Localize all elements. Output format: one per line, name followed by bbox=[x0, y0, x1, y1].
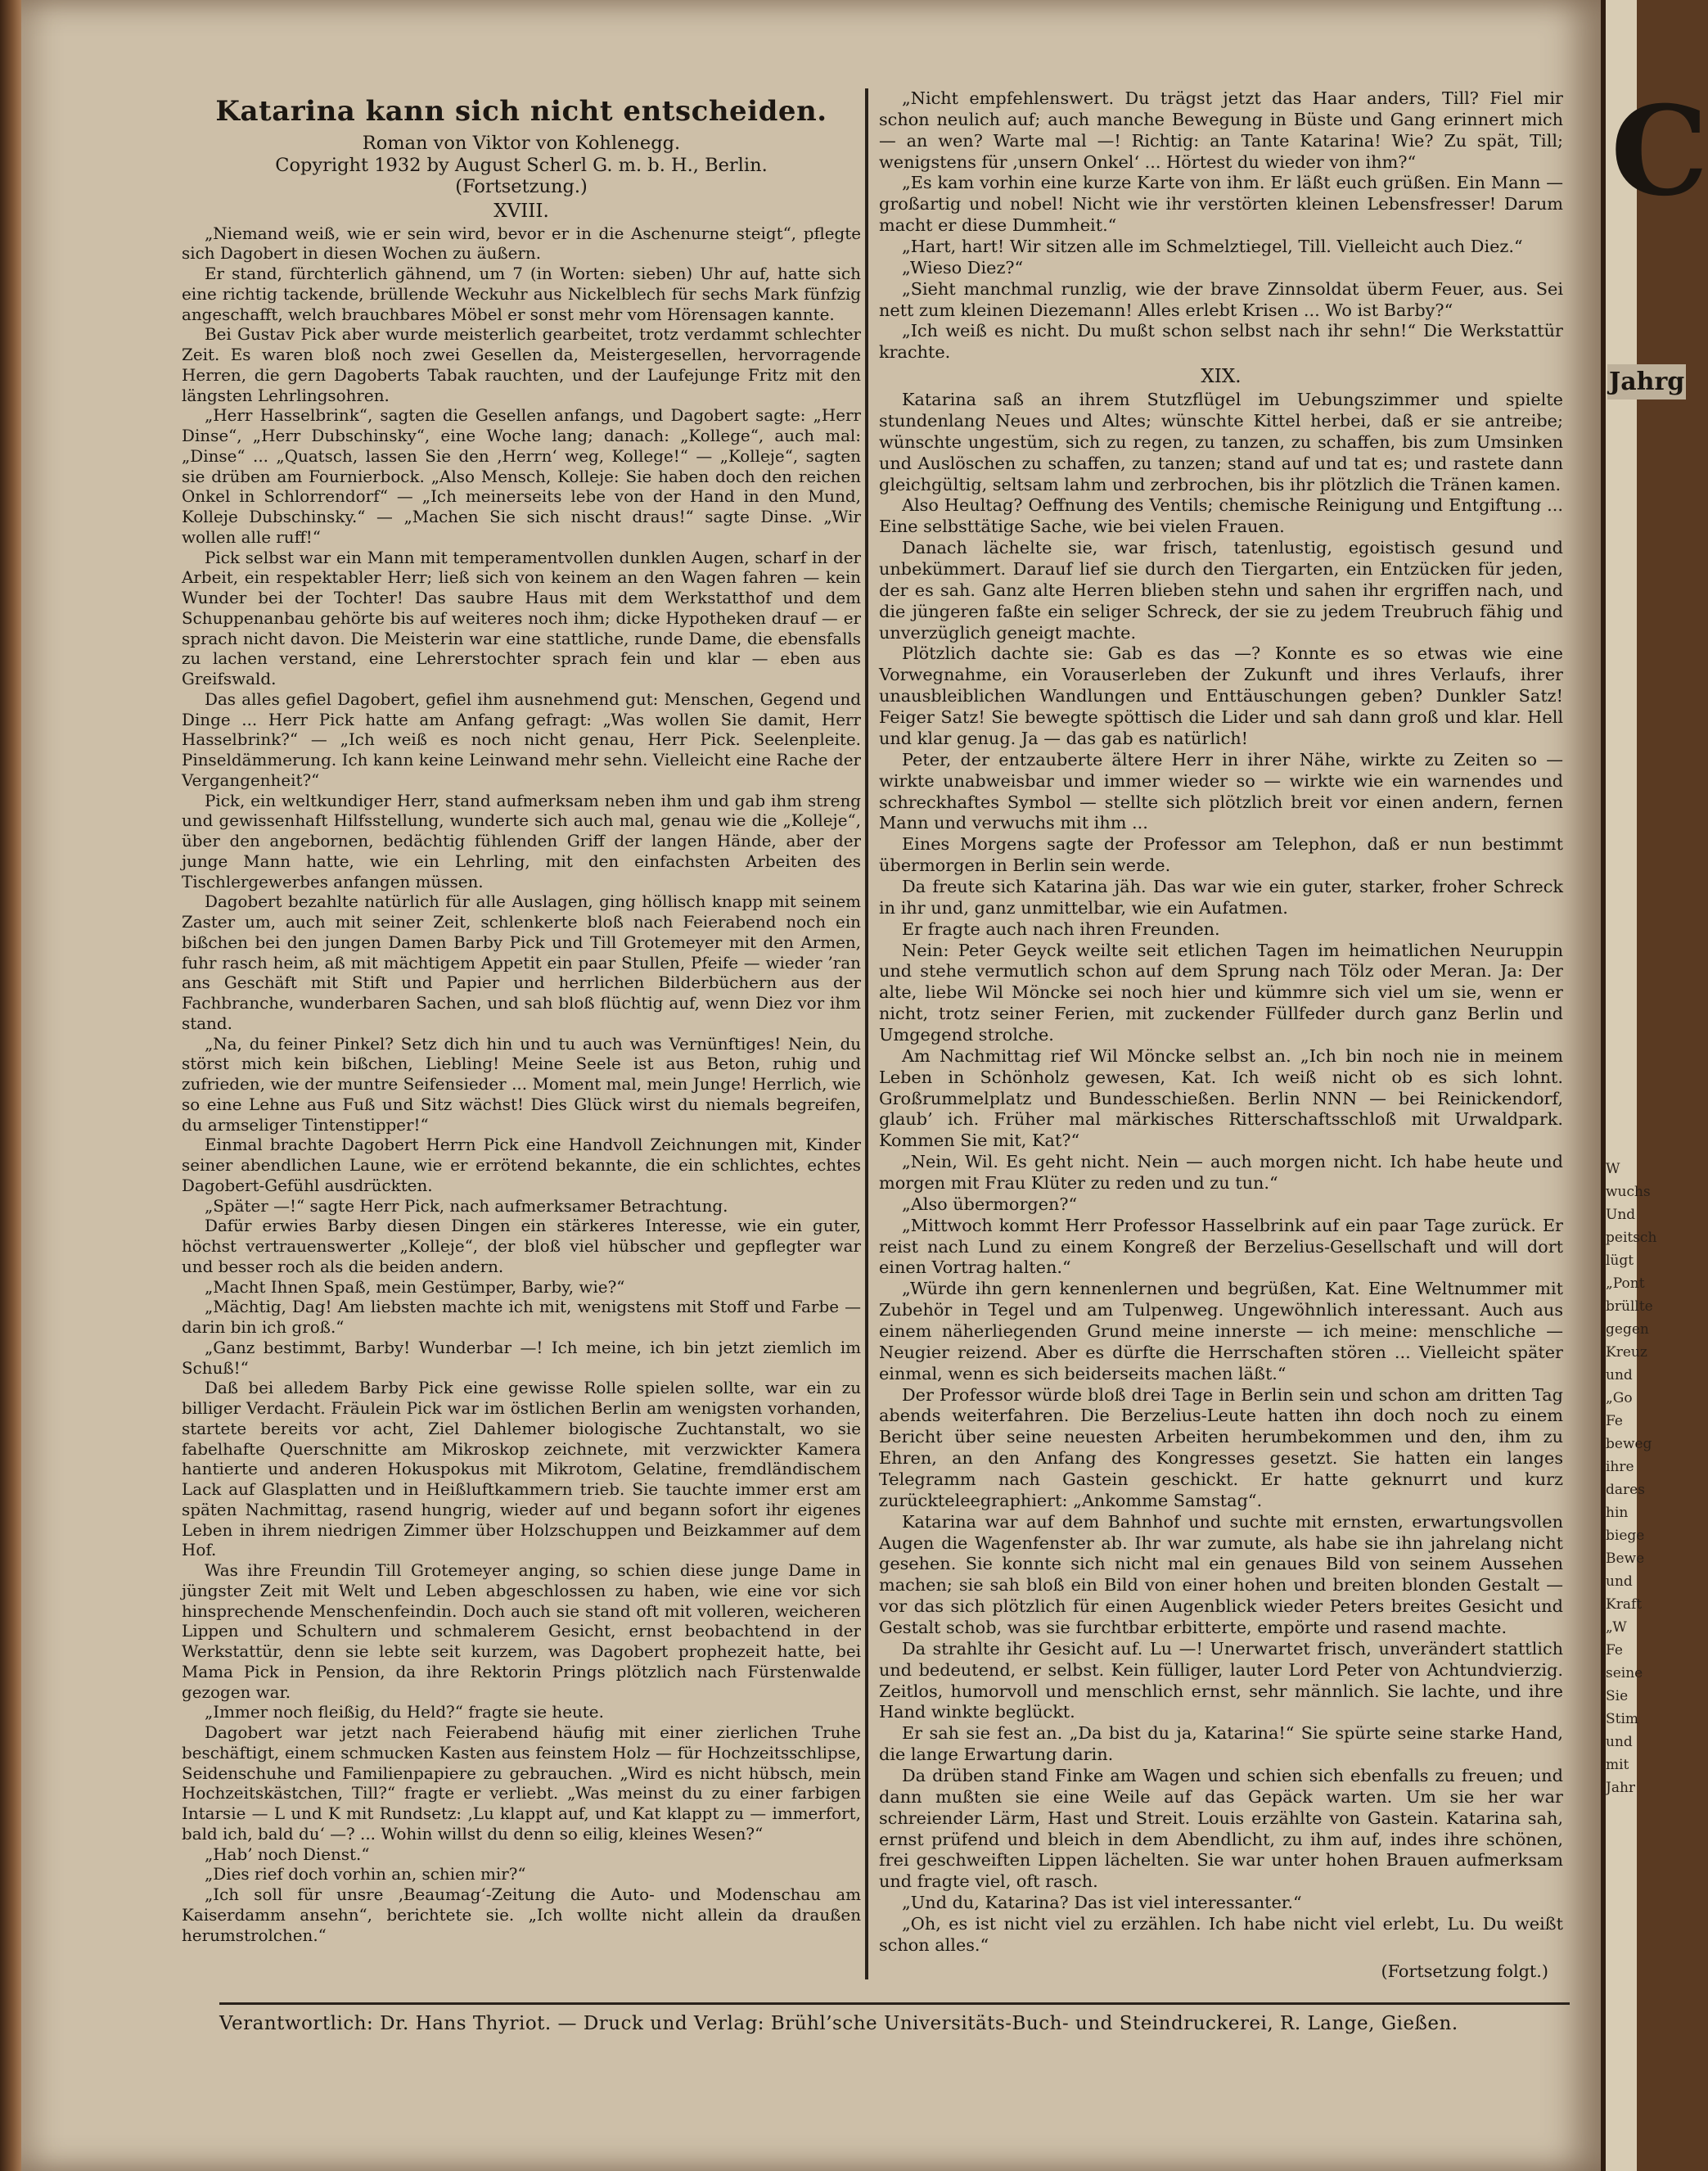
paragraph: „Sieht manchmal runzlig, wie der brave Zinnsoldat überm Feuer, aus. Sei nett zum kleinen Diezemann! Alles erlebt Krisen ... Wo ist Barby?“ bbox=[879, 278, 1563, 320]
paragraph: Danach lächelte sie, war frisch, tatenlustig, egoistisch gesund und unbekümmert. Darauf lief sie durch den Tiergarten, ein Entzücken für jeden, der es sah. Ganz alte Herren blieben stehn und sahen ihr ergriffen nach, und die jüngeren faßte ein seliger Schreck, der sie zu jedem Treubruch fähig und unverzüglich geneigt machte. bbox=[879, 538, 1563, 643]
to-be-continued: (Fortsetzung folgt.) bbox=[1381, 1961, 1548, 1981]
paragraph: „Nein, Wil. Es geht nicht. Nein — auch morgen nicht. Ich habe heute und morgen mit Frau Klüter zu reden und zu tun.“ bbox=[879, 1152, 1563, 1193]
paragraph: „Na, du feiner Pinkel? Setz dich hin und tu auch was Vernünftiges! Nein, du störst mich kein bißchen, Liebling! Meine Seele ist aus Beton, ruhig und zufrieden, wie der muntre Seifensieder ... Moment mal, mein Junge! Herrlich, wie so eine Lehne aus Fuß und Sitz wächst! Dies Glück wirst du niemals begreifen, du armseliger Tintenstipper!“ bbox=[182, 1034, 861, 1135]
paragraph: „Also übermorgen?“ bbox=[902, 1194, 1078, 1214]
adjacent-page-masthead-letter: C bbox=[1611, 79, 1708, 223]
adjacent-page-fragment: brüllte bbox=[1606, 1298, 1653, 1315]
paragraph: „Ich weiß es nicht. Du mußt schon selbst nach ihr sehn!“ Die Werkstattür krachte. bbox=[879, 321, 1563, 363]
paragraph: Was ihre Freundin Till Grotemeyer anging, so schien diese junge Dame in jüngster Zeit mit Welt und Leben abgeschlossen zu haben, wie eine vor sich hinsprechende Menschenfeindin. Doch auch sie stand oft mit volleren, weicheren Lippen und Schultern und schmalerem Gesicht, ernst beobachtend in der Werkstattür, denn sie lebte seit kurzem, was Dagobert prophezeit hatte, bei Mama Pick in Pension, da ihre Rektorin Prings plötzlich nach Fürstenwalde gezogen war. bbox=[182, 1561, 861, 1702]
adjacent-page-fragment: gegen bbox=[1606, 1321, 1649, 1338]
adjacent-page-fragment: mit bbox=[1606, 1757, 1629, 1773]
adjacent-page-fragment: und bbox=[1606, 1734, 1633, 1750]
paragraph: Er stand, fürchterlich gähnend, um 7 (in Worten: sieben) Uhr auf, hatte sich eine richtig tackende, brüllende Weckuhr aus Nickelblech für sechs Mark fünfzig angeschafft, welch brauchbares Möbel er sonst mehr vom Hörensagen kannte. bbox=[182, 264, 861, 324]
paragraph: Katarina war auf dem Bahnhof und suchte mit ernsten, erwartungsvollen Augen die Wagenfenster ab. Ihr war zumute, als habe sie ihn jahrelang nicht gesehen. Sie konnte sich nicht mal ein genaues Bild von seinem Aussehen machen; sie sah bloß ein Bild von einer hohen und breiten blonden Gestalt — vor das sich plötzlich für einen Augenblick wieder Peters breites Gesicht und Gestalt schob, was sie furchtbar erbitterte, empörte und rasend machte. bbox=[879, 1511, 1563, 1638]
paragraph: Nein: Peter Geyck weilte seit etlichen Tagen im heimatlichen Neuruppin und stehe vermutlich schon auf dem Sprung nach Tölz oder Meran. Ja: Der alte, liebe Wil Möncke sei noch hier und kümmre sich viel um sie, wenn er nicht, trotz seiner Ferien, mit zuckender Füllfeder durch ganz Berlin und Umgegend strolche. bbox=[879, 940, 1563, 1045]
adjacent-page-fragment: lügt bbox=[1606, 1252, 1634, 1269]
chapter-heading: XVIII. bbox=[493, 200, 549, 222]
right-paragraphs-chapter-19 bbox=[879, 390, 1563, 1957]
paragraph: „Ich soll für unsre ‚Beaumag‘-Zeitung die Auto- und Modenschau am Kaiserdamm ansehn“, berichtete sie. „Ich wollte nicht allein da draußen herumstrolchen.“ bbox=[182, 1885, 861, 1945]
adjacent-page-fragment: wuchs bbox=[1606, 1184, 1651, 1200]
adjacent-page-fragment: und bbox=[1606, 1367, 1633, 1383]
adjacent-page-fragment: seine bbox=[1606, 1665, 1643, 1681]
adjacent-page-fragment: Kraft bbox=[1606, 1596, 1643, 1613]
adjacent-page-fragment: peitsch bbox=[1606, 1230, 1657, 1246]
paragraph: „Herr Hasselbrink“, sagten die Gesellen anfangs, und Dagobert sagte: „Herr Dinse“, „Herr Dubschinsky“, eine Woche lang; danach: „Kollege“, auch mal: „Dinse“ ... „Quatsch, lassen Sie den ‚Herrn‘ weg, Kollege!“ — „Kolleje“, sagten sie drüben am Fournierbock. „Also Mensch, Kolleje: Sie haben doch den reichen Onkel in Schlorrendorf“ — „Ich meinerseits lebe von der Hand in den Mund, Kolleje Dubschinsky.“ — „Machen Sie sich nischt draus!“ sagte Dinse. „Wir wollen alle ruff!“ bbox=[182, 406, 861, 547]
paragraph: „Dies rief doch vorhin an, schien mir?“ bbox=[205, 1865, 526, 1884]
paragraph: „Niemand weiß, wie er sein wird, bevor er in die Aschenurne steigt“, pflegte sich Dagobert in diesen Wochen zu äußern. bbox=[182, 223, 861, 264]
paragraph: Peter, der entzauberte ältere Herr in ihrer Nähe, wirkte zu Zeiten so — wirkte unabweisbar und immer wieder so — wirkte wie ein warnendes und schreckhaftes Symbol — stellte sich plötzlich breit vor einen andern, fernen Mann und verwuchs mit ihm ... bbox=[879, 749, 1563, 833]
paragraph: Bei Gustav Pick aber wurde meisterlich gearbeitet, trotz verdammt schlechter Zeit. Es waren bloß noch zwei Gesellen da, Meistergesellen, hervorragende Herren, die gern Dagoberts Tabak rauchten, und der Laufejunge Fritz mit den längsten Lehrlingsohren. bbox=[182, 325, 861, 405]
paragraph: Katarina saß an ihrem Stutzflügel im Uebungszimmer und spielte stundenlang Neues und Altes; wünschte Kittel herbei, daß er sie antreibe; wünschte ungestüm, sich zu regen, zu tanzen, zu schaffen, bis zum Umsinken und Auslöschen zu schaffen, zu tanzen; stand auf und tat es; und rastete dann gleichgültig, seltsam lahm und zerbrochen, bis ihr plötzlich die Tränen kamen. bbox=[879, 390, 1563, 494]
paragraph: „Immer noch fleißig, du Held?“ fragte sie heute. bbox=[205, 1703, 604, 1722]
paragraph: „Oh, es ist nicht viel zu erzählen. Ich habe nicht viel erlebt, Lu. Du weißt schon alles.“ bbox=[879, 1914, 1563, 1955]
paragraph: „Wieso Diez?“ bbox=[902, 257, 1024, 278]
chapter-heading-2: XIX. bbox=[1201, 366, 1242, 388]
paragraph: Daß bei alledem Barby Pick eine gewisse Rolle spielen sollte, war ein zu billiger Verdacht. Fräulein Pick war im östlichen Berlin am wenigsten vorhanden, startete bereits vor acht, Ziel Dahlemer biologische Zuchtanstalt, wo sie fabelhafte Querschnitte am Mikroskop zeichnete, mit verzwickter Kamera hantierte und anderen Hokuspokus mit Mikrotom, Gelatine, fremdländischem Lack auf Glasplatten und in Heißluftkammern trieb. Sie tauchte immer erst am späten Nachmittag, rasend hungrig, wieder auf und begann sofort ihr eigenes Leben in ihrem niedrigen Zimmer über Holzschuppen und Beizkammer auf dem Hof. bbox=[182, 1379, 861, 1560]
adjacent-page-fragment: W bbox=[1606, 1161, 1620, 1177]
right-column bbox=[879, 88, 1563, 1983]
paragraph: „Hab’ noch Dienst.“ bbox=[205, 1844, 370, 1864]
adjacent-page-fragment: Bewe bbox=[1606, 1550, 1645, 1567]
column-rule bbox=[865, 88, 868, 1979]
adjacent-page-fragment: Fe bbox=[1606, 1642, 1623, 1659]
paragraph: „Mittwoch kommt Herr Professor Hasselbrink auf ein paar Tage zurück. Er reist nach Lund zu einem Kongreß der Berzelius-Gesellschaft und will dort einen Vortrag halten.“ bbox=[879, 1215, 1563, 1278]
paragraph: Einmal brachte Dagobert Herrn Pick eine Handvoll Zeichnungen mit, Kinder seiner abendlichen Laune, wie er errötend bekannte, die ein schlichtes, echtes Dagobert-Gefühl ausdrückten. bbox=[182, 1135, 861, 1195]
adjacent-page-fragment: „W bbox=[1606, 1619, 1627, 1636]
paragraph: „Später —!“ sagte Herr Pick, nach aufmerksamer Betrachtung. bbox=[205, 1196, 728, 1216]
left-column bbox=[182, 88, 861, 1946]
paragraph: Da freute sich Katarina jäh. Das war wie ein guter, starker, froher Schreck in ihr und, ganz unmittelbar, wie ein Aufatmen. bbox=[879, 876, 1563, 918]
adjacent-page-fragment: Sie bbox=[1606, 1688, 1629, 1704]
paragraph: „Mächtig, Dag! Am liebsten machte ich mit, wenigstens mit Stoff und Farbe — darin bin ich groß.“ bbox=[182, 1298, 861, 1337]
paragraph: „Macht Ihnen Spaß, mein Gestümper, Barby, wie?“ bbox=[205, 1277, 625, 1297]
paragraph: Pick, ein weltkundiger Herr, stand aufmerksam neben ihm und gab ihm streng und gewissenhaft Hilfsstellung, wunderte sich auch mal, genau wie die „Kolleje“, über den angebornen, bedächtig fühlenden Griff der langen Hände, aber der junge Mann hatte, wie ein Lehrling, mit den einfachsten Arbeiten des Tischlergewerbes anfangen müssen. bbox=[182, 791, 861, 891]
paragraph: Er sah sie fest an. „Da bist du ja, Katarina!“ Sie spürte seine starke Hand, die lange Erwartung darin. bbox=[879, 1723, 1563, 1765]
article-copyright: Copyright 1932 by August Scherl G. m. b. H., Berlin. bbox=[275, 154, 768, 176]
adjacent-page-fragment: Kreuz bbox=[1606, 1344, 1647, 1361]
adjacent-page-fragment: ihre bbox=[1606, 1459, 1634, 1475]
paragraph: Dafür erwies Barby diesen Dingen ein stärkeres Interesse, wie ein guter, höchst vertrauenswerter „Kolleje“, der bloß viel hübscher und gepflegter war und besser roch als die beiden andern. bbox=[182, 1216, 861, 1276]
adjacent-page-fragment: Und bbox=[1606, 1207, 1636, 1223]
adjacent-page-fragment: Jahr bbox=[1606, 1780, 1636, 1796]
adjacent-page-fragment: hin bbox=[1606, 1505, 1629, 1521]
adjacent-page-fragment: „Go bbox=[1606, 1390, 1633, 1406]
paragraph: „Ganz bestimmt, Barby! Wunderbar —! Ich meine, ich bin jetzt ziemlich im Schuß!“ bbox=[182, 1338, 861, 1378]
paragraph: Am Nachmittag rief Wil Möncke selbst an. „Ich bin noch nie in meinem Leben in Schönholz gewesen, Kat. Ich weiß nicht ob es sich lohnt. Großrummelplatz und Bundesschießen. Berlin NNN — bei Reinickendorf, glaub’ ich. Früher mal märkisches Ritterschaftsschloß mit Urwaldpark. Kommen Sie mit, Kat?“ bbox=[879, 1045, 1563, 1151]
adjacent-page-fragment: und bbox=[1606, 1573, 1633, 1590]
left-paragraphs bbox=[182, 224, 861, 1947]
paragraph: Dagobert bezahlte natürlich für alle Auslagen, ging höllisch knapp mit seinem Zaster um, auch mit seiner Zeit, schlenkerte bloß nach Feierabend noch ein bißchen bei den jungen Damen Barby Pick und Till Grotemeyer mit den Armen, fuhr rasch heim, aß mit mächtigem Appetit ein paar Stullen, Pfeife — wieder ’ran ans Geschäft mit Stift und Papier und herrlichen Bilderbüchern aus der Fachbranche, wunderbaren Sachen, und sah bloß flüchtig auf, wenn Diez vor ihm stand. bbox=[182, 892, 861, 1033]
paragraph: Also Heultag? Oeffnung des Ventils; chemische Reinigung und Entgiftung ... Eine selbsttätige Sache, wie bei vielen Frauen. bbox=[879, 495, 1563, 537]
adjacent-page-fragment: biege bbox=[1606, 1528, 1645, 1544]
adjacent-page-fragment: „Pont bbox=[1606, 1275, 1645, 1292]
paragraph: Da drüben stand Finke am Wagen und schien sich ebenfalls zu freuen; und dann mußten sie eine Weile auf das Gepäck warten. Um sie her war schreiender Lärm, Hast und Streit. Louis erzählte von Gastein. Katarina sah, ernst prüfend und bleich in dem Abendlicht, zu ihm auf, indes ihre schönen, frei geschweiften Lippen lächelten. Sie war unter hohen Brauen aufmerksam und fragte viel, oft rasch. bbox=[879, 1766, 1563, 1892]
adjacent-page-fragment: beweg bbox=[1606, 1436, 1652, 1452]
adjacent-page-fragment: Stim bbox=[1606, 1711, 1639, 1727]
paragraph: Das alles gefiel Dagobert, gefiel ihm ausnehmend gut: Menschen, Gegend und Dinge ... Herr Pick hatte am Anfang gefragt: „Was wollen Sie damit, Herr Hasselbrink?“ — „Ich weiß es noch nicht genau, Herr Pick. Seelenpleite. Pinseldämmerung. Ich kann keine Leinwand mehr sehn. Vielleicht eine Rache der Vergangenheit?“ bbox=[182, 689, 861, 790]
adjacent-page-header: Jahrg bbox=[1607, 364, 1686, 399]
paragraph: Er fragte auch nach ihren Freunden. bbox=[902, 918, 1220, 939]
paragraph: „Hart, hart! Wir sitzen alle im Schmelztiegel, Till. Vielleicht auch Diez.“ bbox=[902, 237, 1523, 257]
article-title: Katarina kann sich nicht entscheiden. bbox=[215, 95, 827, 128]
paragraph: Pick selbst war ein Mann mit temperamentvollen dunklen Augen, scharf in der Arbeit, ein respektabler Herr; ließ sich von keinem an den Wagen fahren — kein Wunder bei der Tochter! Das saubre Haus mit dem Werkstatthof und dem Schuppenanbau gehörte bis auf weiteres noch ihm; dicke Hypotheken drauf — er sprach nicht davon. Die Meisterin war eine stattliche, runde Dame, die ebensfalls zu lachen verstand, eine Lehrerstochter sprach fein und klar — eben aus Greifswald. bbox=[182, 548, 861, 688]
paragraph: Der Professor würde bloß drei Tage in Berlin sein und schon am dritten Tag abends weiterfahren. Die Berzelius-Leute hatten ihn doch noch zu einem Bericht über seine neuesten Arbeiten herumbekommen und den, ihm zu Ehren, an den Anfang des Kongresses gesetzt. Sie hatten ein langes Telegramm nach Gastein geschickt. Er hatte geknurrt und kurz zurückteleegraphiert: „Ankomme Samstag“. bbox=[879, 1384, 1563, 1510]
book-spine bbox=[0, 0, 21, 2171]
paragraph: „Und du, Katarina? Das ist viel interessanter.“ bbox=[902, 1893, 1302, 1913]
paragraph: „Nicht empfehlenswert. Du trägst jetzt das Haar anders, Till? Fiel mir schon neulich auf; auch manche Bewegung in Büste und Gang erinnert mich — an wen? Warte mal —! Richtig: an Tante Katarina! Wie? Zu spät, Till; wenigstens für ‚unsern Onkel‘ ... Hörtest du wieder von ihm?“ bbox=[879, 88, 1563, 172]
adjacent-page-edge bbox=[1601, 0, 1708, 2171]
article-byline: Roman von Viktor von Kohlenegg. bbox=[362, 133, 681, 154]
adjacent-page-fragment: Fe bbox=[1606, 1413, 1623, 1429]
article-continuation-note: (Fortsetzung.) bbox=[455, 176, 588, 197]
paragraph: Dagobert war jetzt nach Feierabend häufig mit einer zierlichen Truhe beschäftigt, einem schmucken Kasten aus feinstem Holz — für Hochzeitsschlipse, Seidenschuhe und Familienpapiere zu gebrauchen. „Wird es nicht hübsch, mein Hochzeitskästchen, Till?“ fragte er verliebt. „Was meinst du zu einer farbigen Intarsie — L und K mit Rundsetz: ‚Lu klappt auf, und Kat klappt zu — immerfort, bald ich, bald du‘ —? ... Wohin willst du denn so eilig, kleines Wesen?“ bbox=[182, 1723, 861, 1844]
right-paragraphs-chapter-18 bbox=[879, 88, 1563, 363]
imprint-footer: Verantwortlich: Dr. Hans Thyriot. — Druck und Verlag: Brühl’sche Universitäts-Buch- und Steindruckerei, R. Lange, Gießen. bbox=[219, 2002, 1570, 2034]
paragraph: „Würde ihn gern kennenlernen und begrüßen, Kat. Eine Weltnummer mit Zubehör in Tegel und am Tulpenweg. Ungewöhnlich interessant. Auch aus einem näherliegenden Grund meine innerste — ich meine: menschliche — Neugier reizend. Aber es dürfte die Herrschaften stören ... Vielleicht später einmal, wenn es sich beiderseits machen läßt.“ bbox=[879, 1279, 1563, 1383]
adjacent-page-fragment: dares bbox=[1606, 1482, 1645, 1498]
paragraph: Da strahlte ihr Gesicht auf. Lu —! Unerwartet frisch, unverändert stattlich und bedeutend, er selbst. Kein fülliger, lauter Lord Peter von Achtundvierzig. Zeitlos, humorvoll und menschlich ernst, sehr männlich. Sie lachte, und ihre Hand winkte beglückt. bbox=[879, 1638, 1563, 1722]
paragraph: Eines Morgens sagte der Professor am Telephon, daß er nun bestimmt übermorgen in Berlin sein werde. bbox=[879, 834, 1563, 876]
paragraph: Plötzlich dachte sie: Gab es das —? Konnte es so etwas wie eine Vorwegnahme, ein Vorauserleben der Zukunft und ihres Verlaufs, ihrer unausbleiblichen Wandlungen und Enttäuschungen geben? Dunkler Satz! Feiger Satz! Sie bewegte spöttisch die Lider und sah dann groß und klar. Hell und klar genug. Ja — das gab es natürlich! bbox=[879, 643, 1563, 748]
paragraph: „Es kam vorhin eine kurze Karte von ihm. Er läßt euch grüßen. Ein Mann — großartig und nobel! Nicht wie ihr verstörten kleinen Lebensfresser! Darum macht er diese Dummheit.“ bbox=[879, 173, 1563, 236]
